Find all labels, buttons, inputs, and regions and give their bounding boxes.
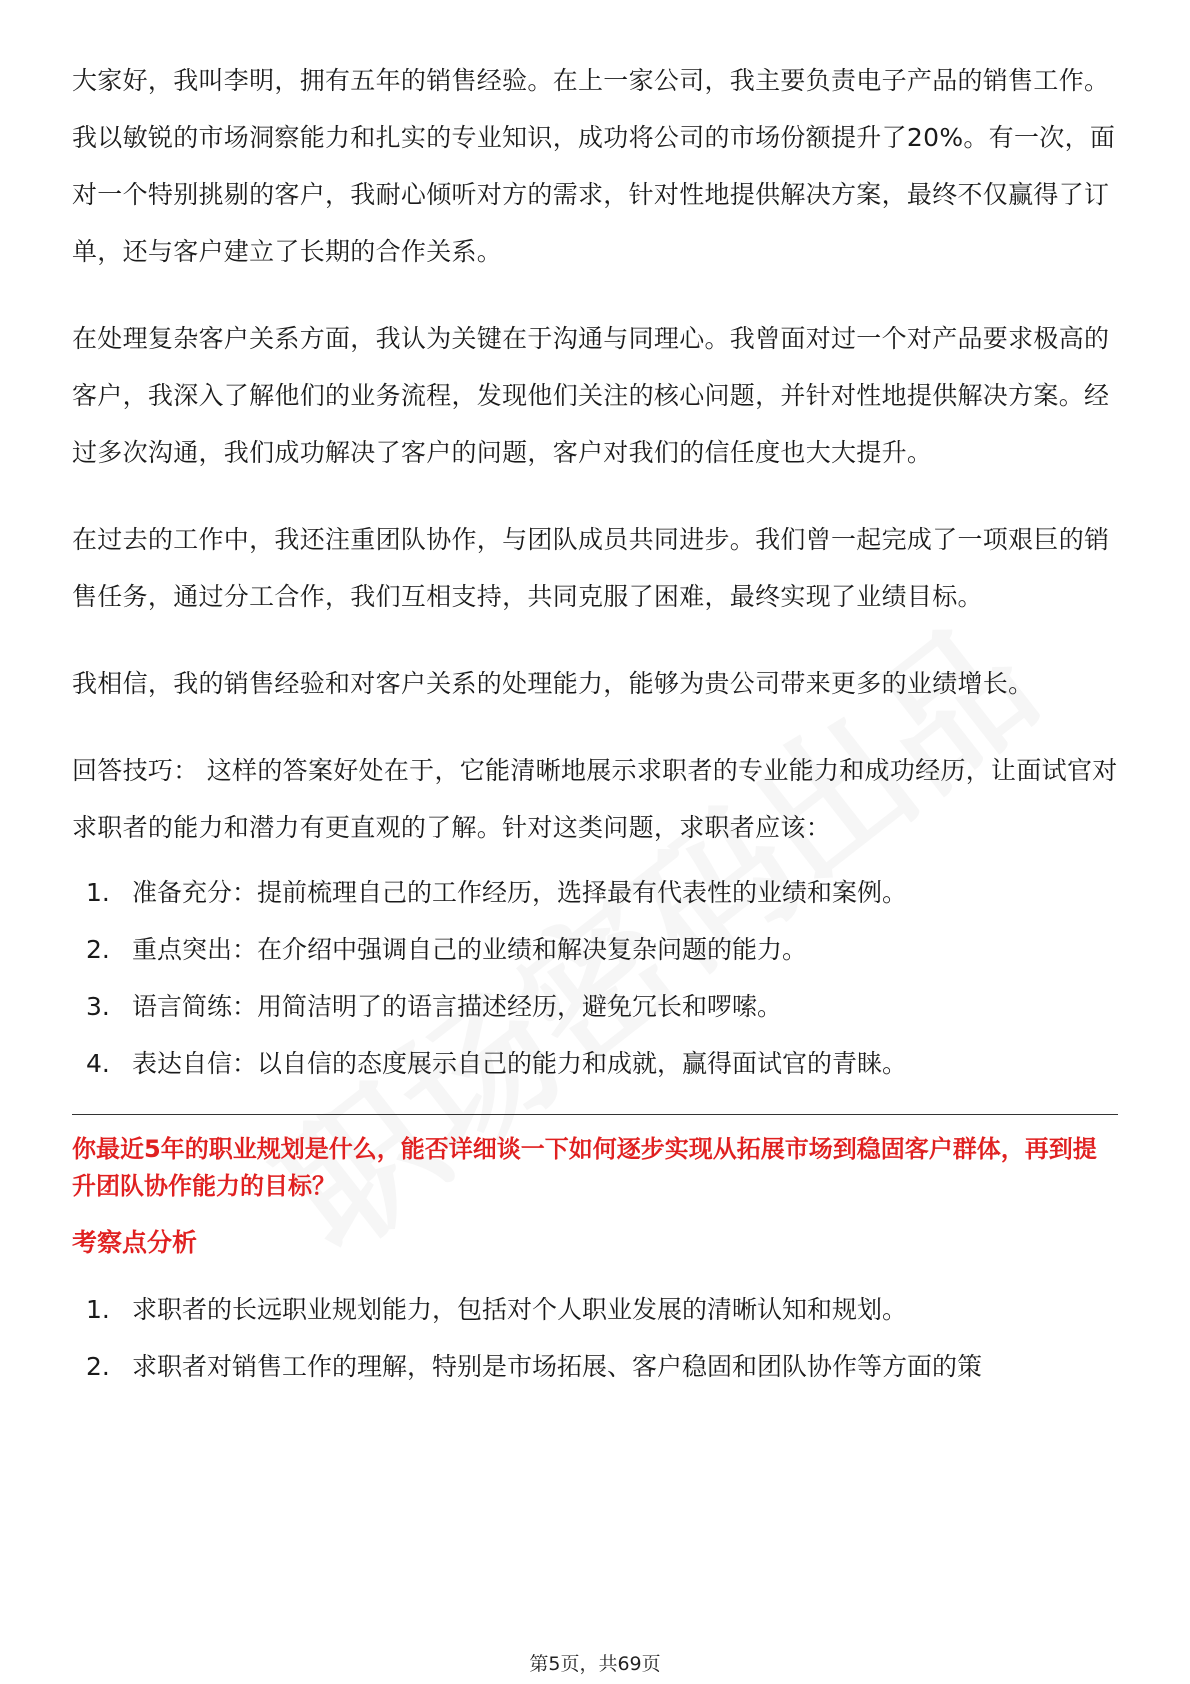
list-item (72, 864, 1118, 921)
list-text: 准备充分：提前梳理自己的工作经历，选择最有代表性的业绩和案例。 (132, 878, 908, 907)
analysis-list (72, 1281, 1118, 1395)
paragraph-conclusion: 我相信，我的销售经验和对客户关系的处理能力，能够为贵公司带来更多的业绩增长。 (72, 669, 1034, 698)
list-text: 表达自信：以自信的态度展示自己的能力和成就，赢得面试官的青睐。 (132, 1049, 908, 1078)
list-item (72, 1338, 1118, 1395)
list-number: 3. (86, 992, 110, 1021)
list-number: 4. (86, 1049, 110, 1078)
paragraph-client-relations: 在处理复杂客户关系方面，我认为关键在于沟通与同理心。我曾面对过一个对产品要求极高的客户，我深入了解他们的业务流程，发现他们关注的核心问题，并针对性地提供解决方案。经过多次沟通，我们成功解决了客户的问题，客户对我们的信任度也大大提升。 (72, 324, 1110, 467)
paragraph-intro: 大家好，我叫李明，拥有五年的销售经验。在上一家公司，我主要负责电子产品的销售工作。我以敏锐的市场洞察能力和扎实的专业知识，成功将公司的市场份额提升了20%。有一次，面对一个特别挑剔的客户，我耐心倾听对方的需求，针对性地提供解决方案，最终不仅赢得了订单，还与客户建立了长期的合作关系。 (72, 66, 1116, 266)
list-number: 1. (86, 878, 110, 907)
list-text: 重点突出：在介绍中强调自己的业绩和解决复杂问题的能力。 (132, 935, 808, 964)
list-number: 1. (86, 1295, 110, 1324)
interview-question: 你最近5年的职业规划是什么，能否详细谈一下如何逐步实现从拓展市场到稳固客户群体，再到提升团队协作能力的目标？ (72, 1135, 1097, 1200)
list-text: 语言简练：用简洁明了的语言描述经历，避免冗长和啰嗦。 (132, 992, 783, 1021)
paragraph-answer-tips: 回答技巧： 这样的答案好处在于，它能清晰地展示求职者的专业能力和成功经历，让面试官对求职者的能力和潜力有更直观的了解。针对这类问题，求职者应该： (72, 756, 1118, 842)
list-number: 2. (86, 935, 110, 964)
list-text: 求职者对销售工作的理解，特别是市场拓展、客户稳固和团队协作等方面的策 (132, 1352, 983, 1381)
list-item (72, 1281, 1118, 1338)
list-item (72, 1035, 1118, 1092)
page-footer: 第5页，共69页 (529, 1653, 661, 1675)
list-text: 求职者的长远职业规划能力，包括对个人职业发展的清晰认知和规划。 (132, 1295, 908, 1324)
document-page (72, 52, 1118, 1395)
analysis-heading: 考察点分析 (72, 1228, 198, 1257)
list-item (72, 921, 1118, 978)
tips-list (72, 864, 1118, 1092)
section-divider (72, 1114, 1118, 1115)
list-number: 2. (86, 1352, 110, 1381)
paragraph-teamwork: 在过去的工作中，我还注重团队协作，与团队成员共同进步。我们曾一起完成了一项艰巨的销售任务，通过分工合作，我们互相支持，共同克服了困难，最终实现了业绩目标。 (72, 525, 1110, 611)
list-item (72, 978, 1118, 1035)
